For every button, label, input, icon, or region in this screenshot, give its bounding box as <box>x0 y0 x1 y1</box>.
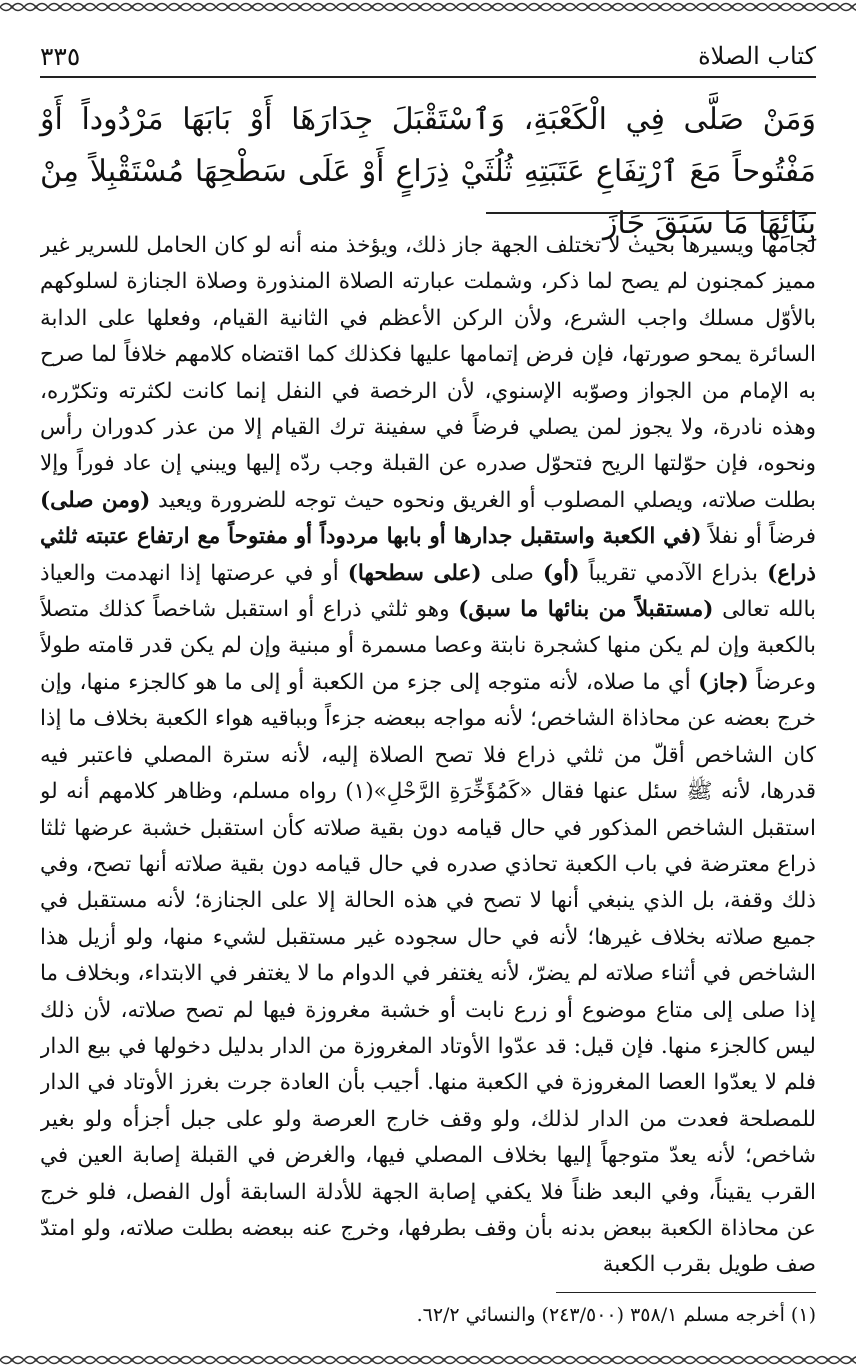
matn-separator <box>486 212 816 214</box>
bottom-ornamental-border <box>0 1353 856 1367</box>
commentary-segment: فرضاً أو نفلاً <box>708 524 816 550</box>
commentary-segment: أي ما صلاه، لأنه متوجه إلى جزء من الكعبة أو إلى ما هو كالجزء منها، وإن خرج بعضه عن محاذاة الشاخص؛ لأنه مواجه ببعضه جزءاً وبباقيه هواء الكعبة بخلاف ما إذا كان الشاخص أقلّ من ثلثي ذراع فلا تصح الصلاة إليه، لأنه سترة المصلي فاعتبر فيه قدرها، لأنه ﷺ سئل عنها فقال «كَمُؤَخِّرَةِ الرَّحْلِ»(١) رواه مسلم، وظاهر كلامهم أنه لو استقبل الشاخص المذكور في حال قيامه دون بقية صلاته كأن استقبل خشبة عرضها ثلثا ذراع معترضة في باب الكعبة تحاذي صدره في حال قيامه دون بقية صلاته أنها تصح، وفي ذلك وقفة، بل الذي ينبغي أنها لا تصح في هذه الحالة إلا على الجنازة؛ لأنه مستقبل في جميع صلاته بخلاف غيرها؛ لأنه في حال سجوده غير مستقبل لشيء منها، ولو أزيل هذا الشاخص في أثناء صلاته لم يضرّ، لأنه يغتفر في الدوام ما لا يغتفر في الابتداء، وبخلاف ما إذا صلى إلى متاع موضوع أو زرع نابت أو خشبة مغروزة فيها لم تصح صلاته، لأن ذلك ليس كالجزء منها. فإن قيل: قد عدّوا الأوتاد المغروزة من الدار بدليل دخولها في بيع الدار فلم لا يعدّوا العصا المغروزة في الكعبة منها. أجيب بأن العادة جرت بغرز الأوتاد في الدار للمصلحة فعدت من الدار لذلك، ولو وقف خارج العرصة ولو على جبل أجزأه ولو بغير شاخص؛ لأنه يعدّ متوجهاً إليها بخلاف المصلي فيها، والغرض في القبلة إصابة العين في القرب يقيناً، وفي البعد ظناً فلا يكفي إصابة الجهة للأدلة السابقة أول الفصل، فلو خرج عن محاذاة الكعبة ببعض بدنه بأن وقف بطرفها، وخرج عنه ببعضه بطلت صلاته، ولو امتدّ صف طويل بقرب الكعبة <box>40 669 816 1278</box>
page-header <box>40 38 816 78</box>
matn-quote: (في الكعبة واستقبل جدارها أو بابها مردوداً أو مفتوحاً مع ارتفاع عتبته ثلثي ذراع) <box>40 524 816 586</box>
commentary-segment: بذراع الآدمي تقريباً <box>588 560 759 586</box>
commentary-segment: لجامها ويسيرها بحيث لا تختلف الجهة جاز ذلك، ويؤخذ منه أنه لو كان الحامل للسرير غير مميز كمجنون لم يصح لما ذكر، وشملت عبارته الصلاة المنذورة وصلاة الجنازة لسلوكهم بالأوّل مسلك واجب الشرع، ولأن الركن الأعظم في الثانية القيام، وفعلها على الدابة السائرة يمحو صورتها، فإن فرض إتمامها عليها فكذلك كما اقتضاه كلامهم خلافاً لما صرح به الإمام من الجواز وصوّبه الإسنوي، لأن الرخصة في النفل إنما كانت لكثرته وتكرّره، وهذه نادرة، ولا يجوز لمن يصلي فرضاً في سفينة ترك القيام إلا من عذر كدوران رأس ونحوه، فإن حوّلتها الريح فتحوّل صدره عن القبلة وجب ردّه إليها ويبني إن عاد فوراً وإلا بطلت صلاته، ويصلي المصلوب أو الغريق ونحوه حيث توجه للضرورة ويعيد <box>40 233 816 513</box>
header-rule <box>40 76 816 78</box>
running-title: كتاب الصلاة <box>698 42 816 70</box>
matn-text: وَمَنْ صَلَّى فِي الْكَعْبَةِ، وَٱسْتَقْبَلَ جِدَارَهَا أَوْ بَابَهَا مَرْدُوداً أَوْ مَفْتُوحاً مَعَ ٱرْتِفَاعِ عَتَبَتِهِ ثُلُثَيْ ذِرَاعٍ أَوْ عَلَى سَطْحِهَا مُسْتَقْبِلاً مِنْ بِنَائِهَا مَا سَبَقَ جَازَ <box>40 102 816 241</box>
matn-quote: (مستقبلاً من بنائها ما سبق) <box>458 597 714 623</box>
matn-quote: (ومن صلى) <box>40 487 151 513</box>
commentary-segment: صلى <box>490 560 534 586</box>
commentary-segment: أو في عرصتها إذا انهدمت والعياذ بالله تعالى <box>40 560 816 623</box>
page-number: ٣٣٥ <box>40 42 81 71</box>
footnote-separator <box>556 1292 816 1293</box>
matn-quote: (جاز) <box>698 669 749 695</box>
top-ornamental-border <box>0 0 856 14</box>
matn-quote: (على سطحها) <box>347 560 482 586</box>
commentary-text <box>40 228 816 1288</box>
matn-quote: (أو) <box>542 560 580 586</box>
footnote: (١) أخرجه مسلم ٣٥٨/١ (٢٤٣/٥٠٠) والنسائي ٦٢/٢. <box>416 1304 816 1326</box>
commentary-segment: وهو ثلثي ذراع أو استقبل شاخصاً كذلك متصلاً بالكعبة وإن لم يكن منها كشجرة نابتة وعصا مسمرة أو مبنية وإن لم يكن قدر قامته طولاً وعرضاً <box>40 597 816 695</box>
commentary-paragraph <box>40 228 816 1284</box>
